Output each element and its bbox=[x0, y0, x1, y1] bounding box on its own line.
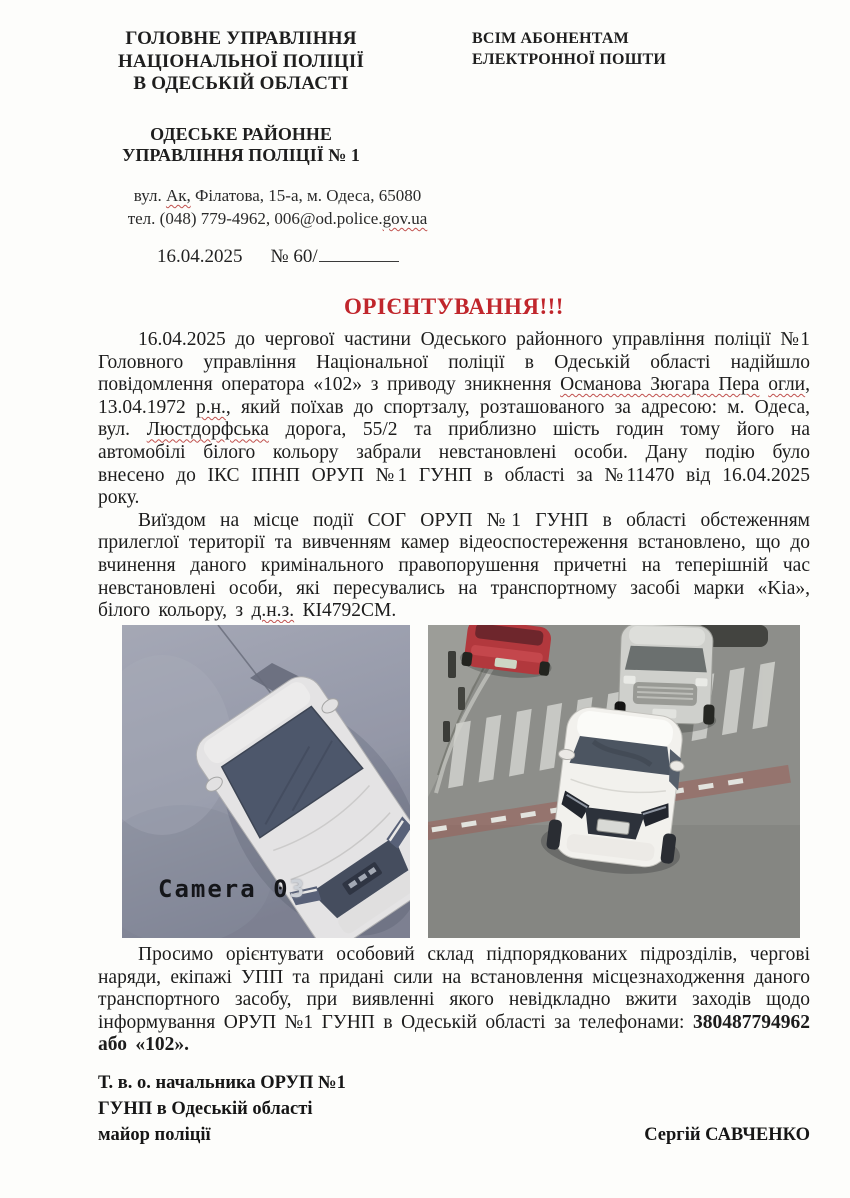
paragraph-incident: 16.04.2025 до чергової частини Одеського районного управління поліції №1 Головного управління Національної поліції в Одеській області надійшло повідомлення оператора «102» з приводу зникнення Османова Зюгара Пера огли, 13.04.1972 р.н., який поїхав до спортзалу, розташованого за адресою: м. Одеса, вул. Люстдорфська дорога, 55/2 та приблизно шість годин тому його на автомобілі білого кольору забрали невстановлені особи. Дану подію було внесено до ІКС ІПНП ОРУП №1 ГУНП в області за №11470 від 16.04.2025 року. bbox=[98, 329, 810, 509]
blank-number-line bbox=[319, 246, 399, 262]
signer-name: Сергій САВЧЕНКО bbox=[644, 1125, 810, 1145]
signer-rank: майор поліції bbox=[98, 1125, 211, 1145]
org-name-block bbox=[110, 28, 372, 96]
body-text-top bbox=[98, 329, 810, 623]
camera-label-number: 3 bbox=[289, 875, 307, 903]
paragraph-investigation: Виїздом на місце події СОГ ОРУП №1 ГУНП в області обстеженням прилеглої території та вивченням камер відеоспостереження встановлено, що до вчинення даного кримінального правопорушення причетні на теперішній час невстановлені особи, які пересувались на транспортному засобі марки «Kia», білого кольору, з д.н.з. КІ4792СМ. bbox=[98, 509, 810, 622]
date-number-line bbox=[157, 246, 399, 268]
division-line: ОДЕСЬКЕ РАЙОННЕ bbox=[150, 124, 332, 144]
cctv-photo-car-topview bbox=[122, 625, 410, 938]
cctv-photo-intersection bbox=[428, 625, 800, 938]
address-block bbox=[100, 184, 455, 230]
recipient-block bbox=[472, 28, 742, 70]
camera-overlay-label bbox=[158, 875, 306, 903]
camera-label-text: Camera 0 bbox=[158, 875, 290, 903]
recipient-line: ЕЛЕКТРОННОЇ ПОШТИ bbox=[472, 51, 666, 68]
recipient-line: ВСІМ АБОНЕНТАМ bbox=[472, 30, 629, 47]
org-line: НАЦІОНАЛЬНОЇ ПОЛІЦІЇ bbox=[117, 50, 365, 72]
cctv-photo-intersection-graphic bbox=[428, 625, 800, 938]
body-text-bottom bbox=[98, 944, 810, 1056]
doc-number-prefix: № 60/ bbox=[270, 246, 318, 267]
signer-position-line: Т. в. о. начальника ОРУП №1 bbox=[98, 1073, 346, 1093]
org-line: В ОДЕСЬКІЙ ОБЛАСТІ bbox=[133, 73, 349, 94]
page-title: ОРІЄНТУВАННЯ!!! bbox=[344, 294, 564, 319]
address-line: вул. Ак, Філатова, 15-а, м. Одеса, 65080 bbox=[133, 186, 422, 205]
address-line: тел. (048) 779-4962, 006@od.police.gov.ua bbox=[127, 209, 428, 228]
paragraph-request: Просимо орієнтувати особовий склад підпорядкованих підрозділів, чергові наряди, екіпажі УПП та придані сили на встановлення місцезнаходження даного транспортного засобу, при виявленні якого невідкладно вжити заходів щодо інформування ОРУП №1 ГУНП в Одеській області за телефонами: 380487794962 або «102». bbox=[98, 944, 810, 1056]
division-block bbox=[110, 124, 372, 166]
division-line: УПРАВЛІННЯ ПОЛІЦІЇ № 1 bbox=[122, 145, 360, 165]
signature-block bbox=[98, 1070, 810, 1148]
signer-position-line: ГУНП в Одеській області bbox=[98, 1099, 313, 1119]
doc-date: 16.04.2025 bbox=[157, 246, 243, 267]
org-line: ГОЛОВНЕ УПРАВЛІННЯ bbox=[125, 28, 357, 49]
